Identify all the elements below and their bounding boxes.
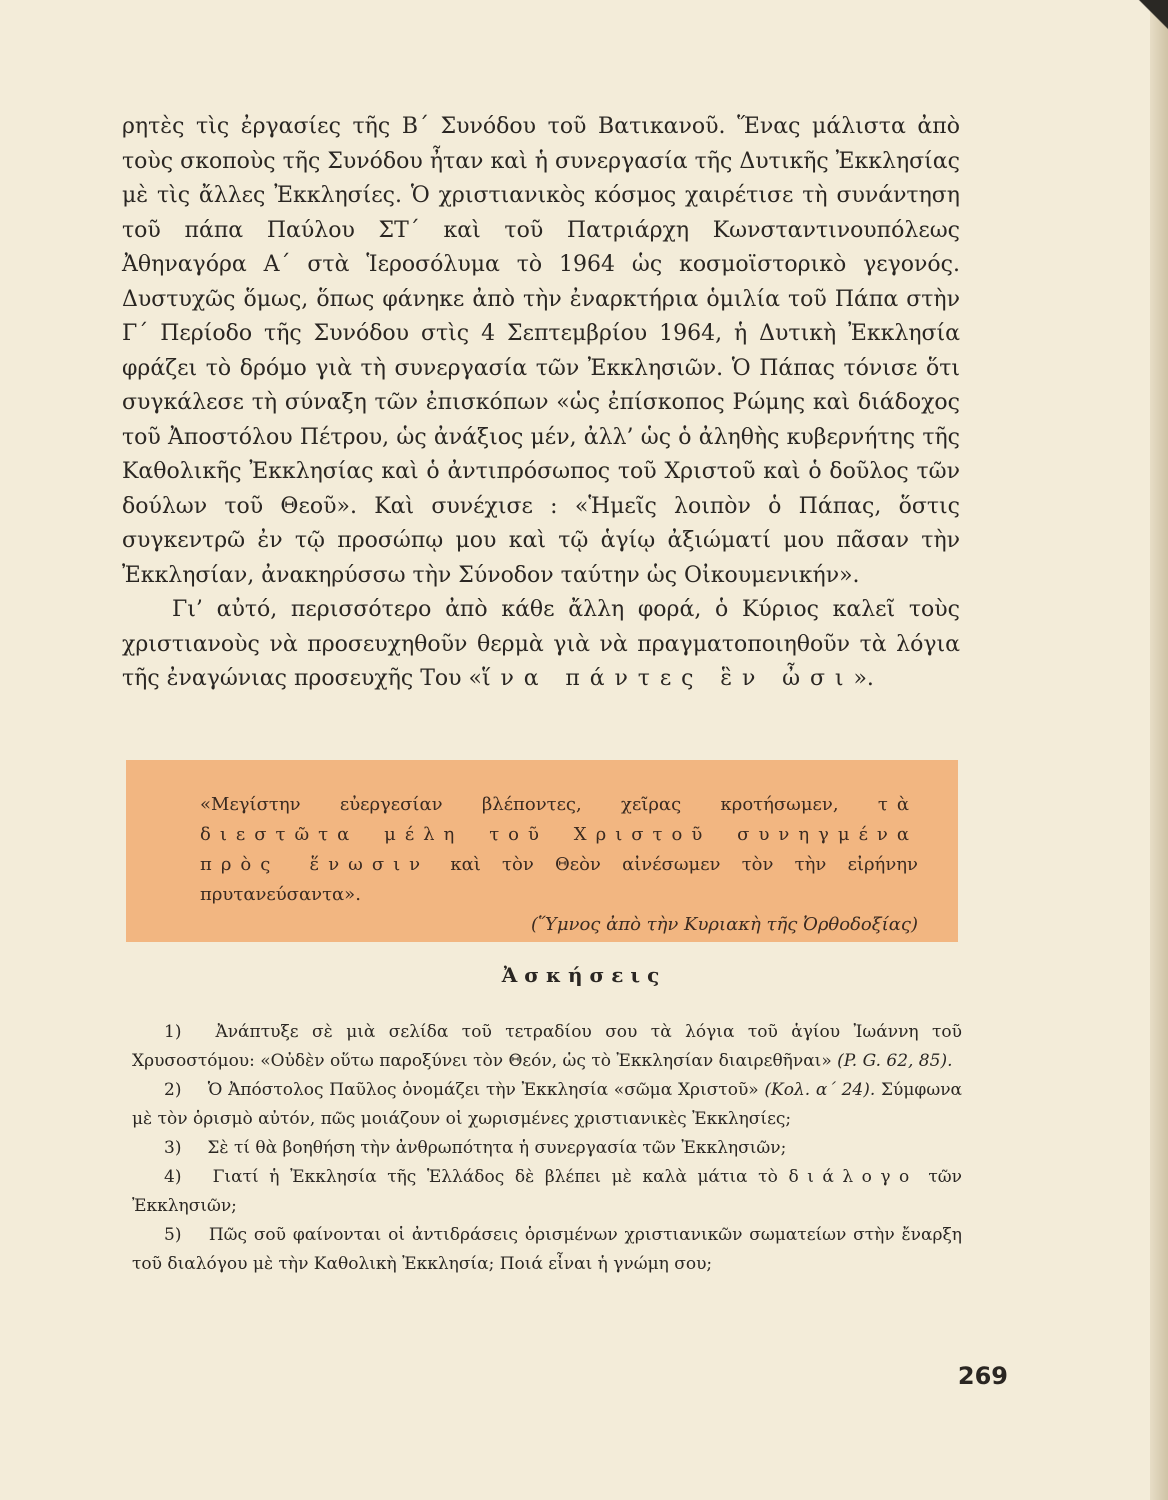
- paragraph-2-text: Γι’ αὐτό, περισσότερο ἀπὸ κάθε ἄλλη φορά, ὁ Κύριος καλεῖ τοὺς χριστιανοὺς νὰ προσευχηθοῦν θερμὰ γιὰ νὰ πραγματοποιηθοῦν τὰ λόγια τῆς ἐναγώνιας προσευχῆς Του «: [122, 597, 960, 691]
- exercise-text-cont: Σύμφωνα μὲ τὸν ὁρισμὸ αὐτόν, πῶς μοιάζουν οἱ χωρισμένες χριστιανικὲς Ἐκκλησίες;: [132, 1080, 963, 1129]
- hymn-quote: [200, 790, 918, 910]
- hymn-quote-box: [126, 760, 958, 942]
- exercise-number: 4): [164, 1167, 182, 1187]
- hymn-source: (Ὕμνος ἀπὸ τὴν Κυριακὴ τῆς Ὀρθοδοξίας): [531, 914, 918, 935]
- hymn-quote-a: «Μεγίστην εὐεργεσίαν βλέποντες, χεῖρας κροτήσωμεν,: [200, 794, 878, 815]
- exercises-list: [132, 1018, 962, 1279]
- exercise-item: [132, 1018, 962, 1076]
- exercise-text: Σὲ τί θὰ βοηθήση τὴν ἀνθρωπότητα ἡ συνεργασία τῶν Ἐκκλησιῶν;: [207, 1138, 787, 1158]
- exercise-item: [132, 1221, 962, 1279]
- exercise-item: [132, 1163, 962, 1221]
- page-edge: [1150, 0, 1168, 1500]
- exercise-item: [132, 1134, 962, 1163]
- main-text: [122, 110, 960, 697]
- exercise-text-cont: τῶν Ἐκκλησιῶν;: [132, 1167, 962, 1216]
- exercise-text: Ὁ Ἀπόστολος Παῦλος ὀνομάζει τὴν Ἐκκλησία «σῶμα Χριστοῦ»: [207, 1080, 765, 1100]
- exercise-number: 1): [164, 1022, 182, 1042]
- hymn-quote-spaced: τὰ διεστῶτα μέλη τοῦ Χριστοῦ συνηγμένα πρὸς ἕνωσιν: [200, 794, 918, 875]
- exercise-number: 2): [164, 1080, 182, 1100]
- page-number: 269: [957, 1362, 1008, 1390]
- exercise-spaced: διάλογο: [788, 1167, 918, 1187]
- exercise-reference: (P. G. 62, 85).: [837, 1051, 953, 1071]
- exercise-text: Πῶς σοῦ φαίνονται οἱ ἀντιδράσεις ὁρισμένων χριστιανικῶν σωματείων στὴν ἔναρξη τοῦ διαλόγου μὲ τὴν Καθολικὴ Ἐκκλησία; Ποιά εἶναι ἡ γνώμη σου;: [132, 1225, 962, 1274]
- exercises-title: Ἀσκήσεις: [501, 963, 667, 987]
- paragraph-1: ρητὲς τὶς ἐργασίες τῆς Β΄ Συνόδου τοῦ Βατικανοῦ. Ἕνας μάλιστα ἀπὸ τοὺς σκοποὺς τῆς Συνόδου ἦταν καὶ ἡ συνεργασία τῆς Δυτικῆς Ἐκκλησίας μὲ τὶς ἄλλες Ἐκκλησίες. Ὁ χριστιανικὸς κόσμος χαιρέτισε τὴ συνάντηση τοῦ πάπα Παύλου ΣΤ΄ καὶ τοῦ Πατριάρχη Κωνσταντινουπόλεως Ἀθηναγόρα Α΄ στὰ Ἱεροσόλυμα τὸ 1964 ὡς κοσμοϊστορικὸ γεγονός. Δυστυχῶς ὅμως, ὅπως φάνηκε ἀπὸ τὴν ἐναρκτήρια ὁμιλία τοῦ Πάπα στὴν Γ΄ Περίοδο τῆς Συνόδου στὶς 4 Σεπτεμβρίου 1964, ἡ Δυτικὴ Ἐκκλησία φράζει τὸ δρόμο γιὰ τὴ συνεργασία τῶν Ἐκκλησιῶν. Ὁ Πάπας τόνισε ὅτι συγκάλεσε τὴ σύναξη τῶν ἐπισκόπων «ὡς ἐπίσκοπος Ρώμης καὶ διάδοχος τοῦ Ἀποστόλου Πέτρου, ὡς ἀνάξιος μέν, ἀλλ’ ὡς ὁ ἀληθὴς κυβερνήτης τῆς Καθολικῆς Ἐκκλησίας καὶ ὁ ἀντιπρόσωπος τοῦ Χριστοῦ καὶ ὁ δοῦλος τῶν δούλων τοῦ Θεοῦ». Καὶ συνέχισε : «Ἡμεῖς λοιπὸν ὁ Πάπας, ὅστις συγκεντρῶ ἐν τῷ προσώπῳ μου καὶ τῷ ἁγίῳ ἀξιώματί μου πᾶσαν τὴν Ἐκκλησίαν, ἀνακηρύσσω τὴν Σύνοδον ταύτην ὡς Οἰκουμενικήν».: [122, 114, 960, 588]
- corner-shadow: [1128, 0, 1168, 70]
- paragraph-2: [122, 593, 960, 697]
- exercise-item: [132, 1076, 962, 1134]
- paragraph-2-spaced: ἵνα πάντες ἓν ὦσι: [481, 666, 854, 691]
- paragraph-2-end: ».: [853, 666, 874, 691]
- exercise-text: Γιατί ἡ Ἐκκλησία τῆς Ἑλλάδος δὲ βλέπει μὲ καλὰ μάτια τὸ: [212, 1167, 789, 1187]
- exercise-text: Ἀνάπτυξε σὲ μιὰ σελίδα τοῦ τετραδίου σου τὰ λόγια τοῦ ἁγίου Ἰωάννη τοῦ Χρυσοστόμου: «Οὐδὲν οὕτω παροξύνει τὸν Θεόν, ὡς τὸ Ἐκκλησίαν διαιρεθῆναι»: [132, 1022, 963, 1071]
- exercise-number: 3): [164, 1138, 182, 1158]
- hymn-quote-b: καὶ τὸν Θεὸν αἰνέσωμεν τὸν τὴν εἰρήνην πρυτανεύσαντα».: [200, 854, 918, 905]
- exercise-reference: (Κολ. α΄ 24).: [764, 1080, 876, 1100]
- exercise-number: 5): [164, 1225, 182, 1245]
